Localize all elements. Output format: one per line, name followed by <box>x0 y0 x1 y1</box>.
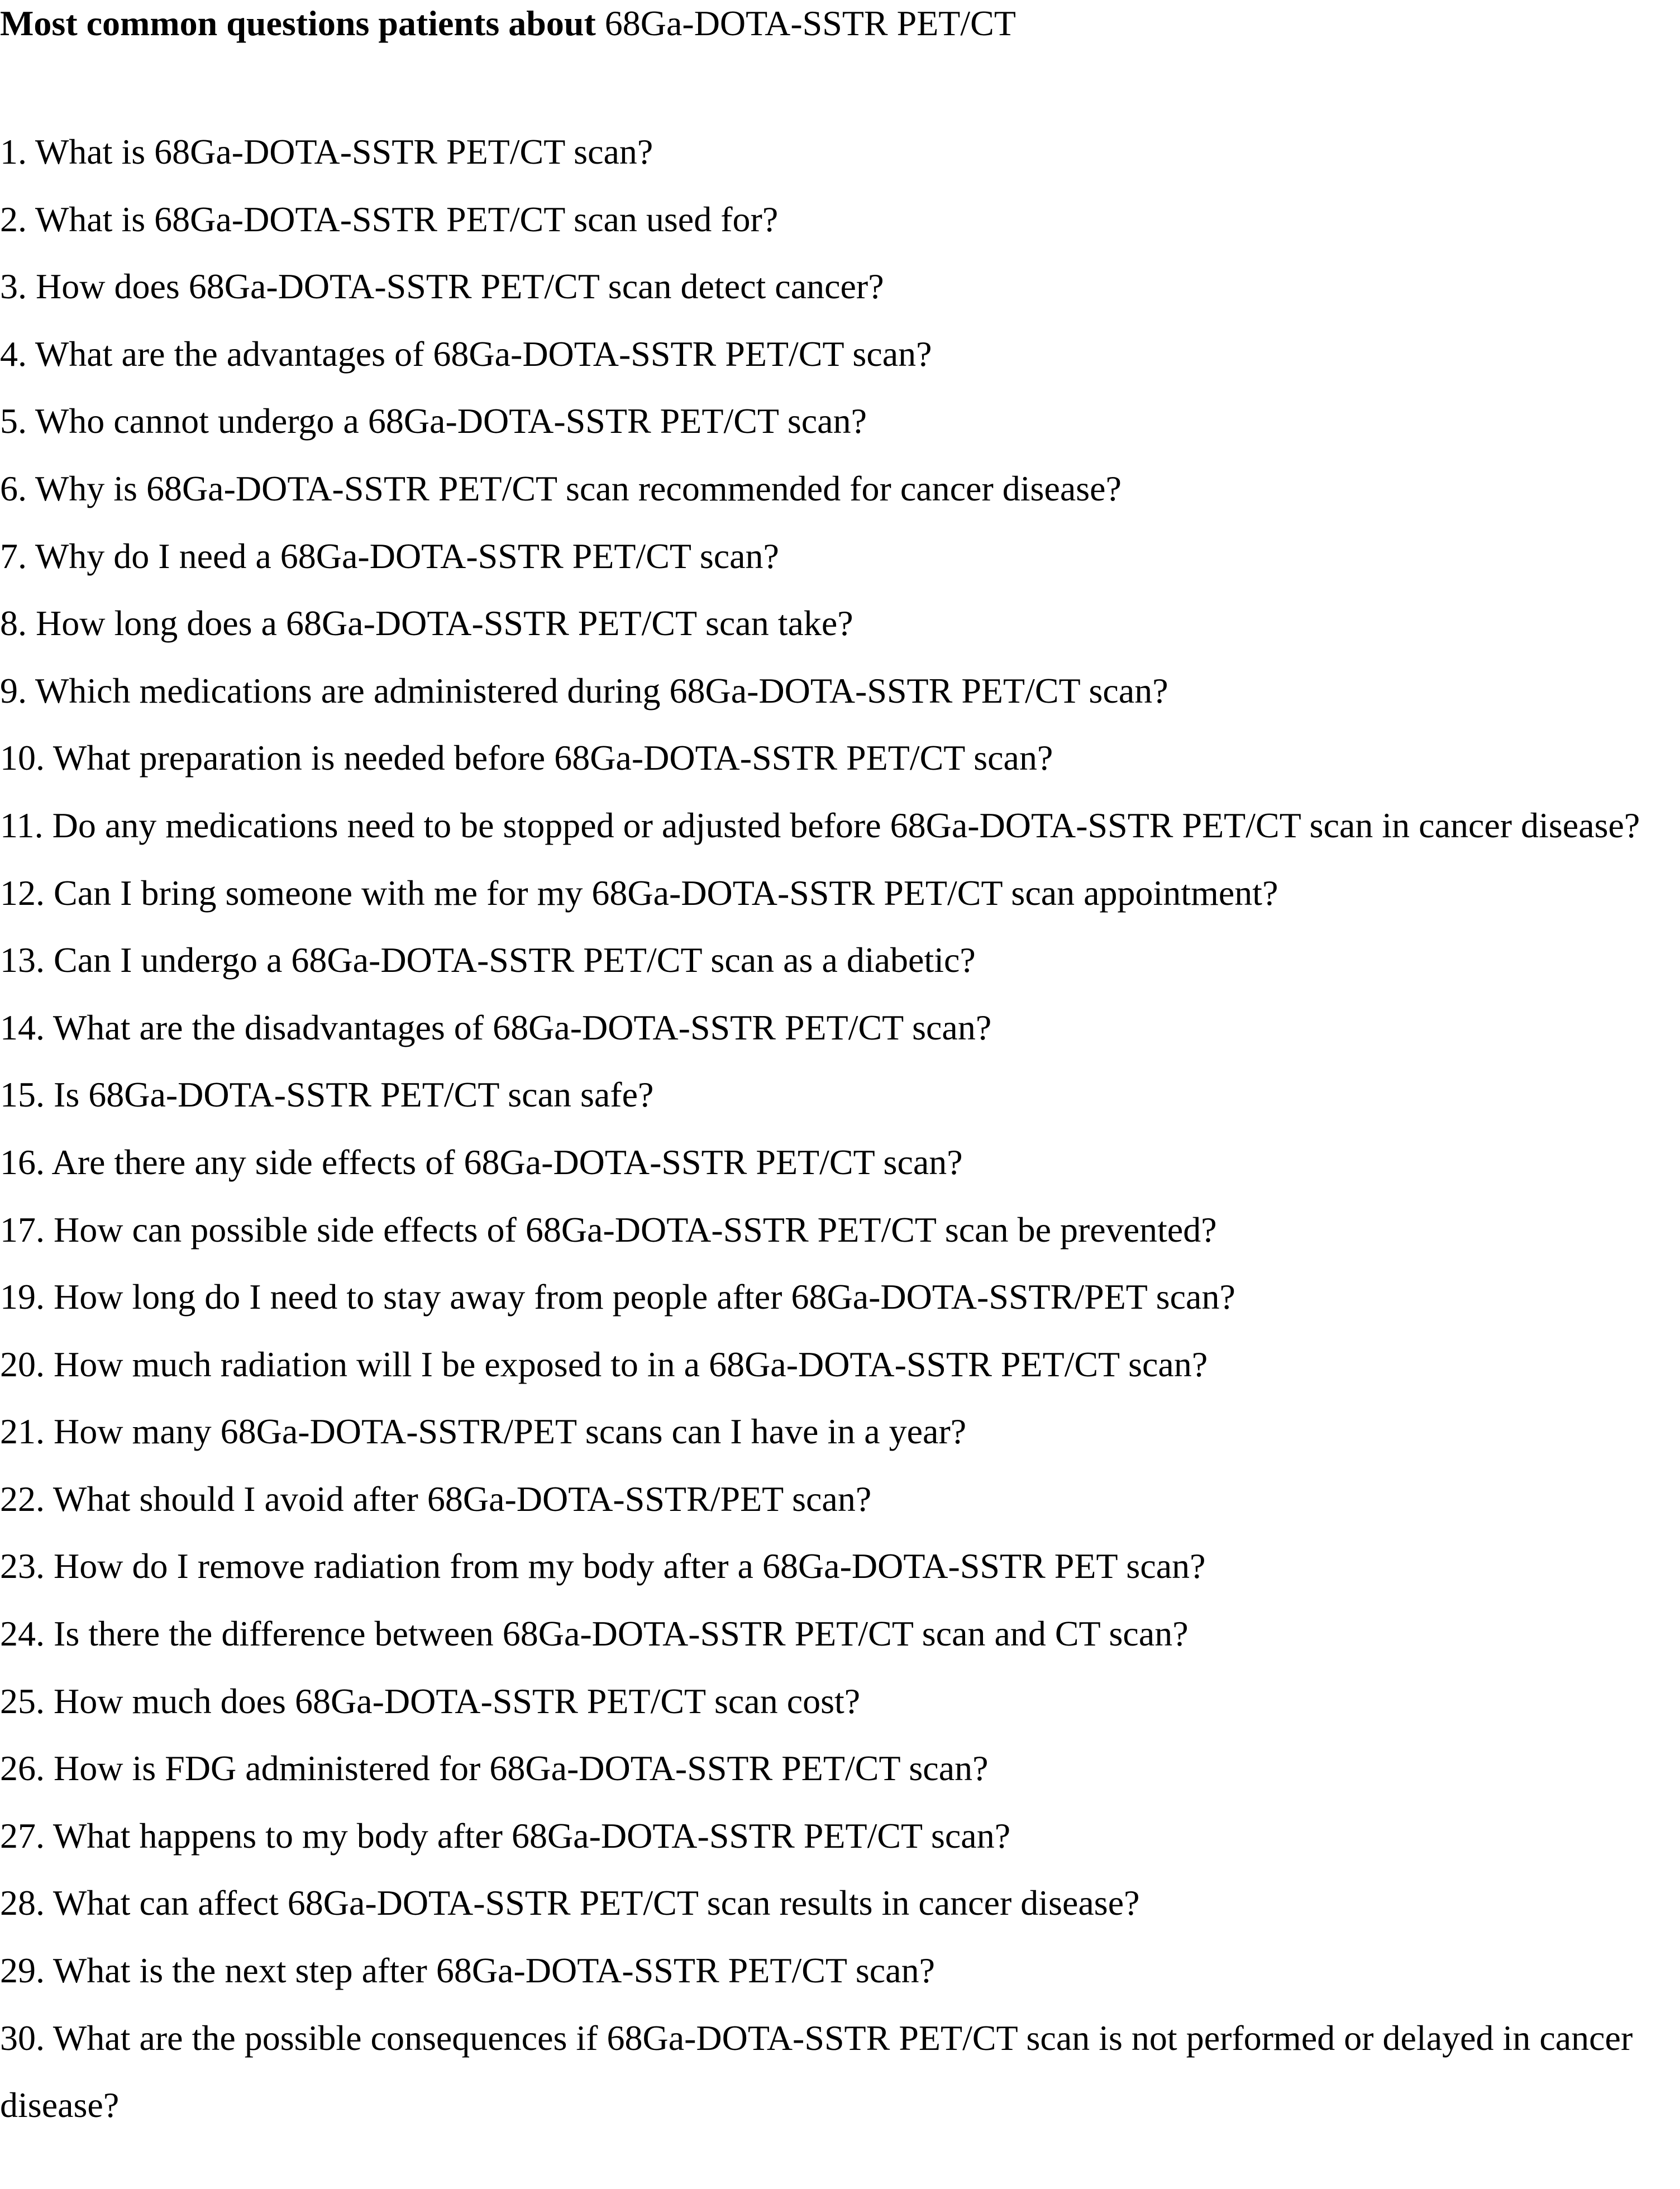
question-item: 13. Can I undergo a 68Ga-DOTA-SSTR PET/CT scan as a diabetic? <box>0 940 976 980</box>
question-item: 22. What should I avoid after 68Ga-DOTA-SSTR/PET scan? <box>0 1479 872 1519</box>
question-item: 19. How long do I need to stay away from people after 68Ga-DOTA-SSTR/PET scan? <box>0 1277 1235 1317</box>
question-item: 29. What is the next step after 68Ga-DOTA-SSTR PET/CT scan? <box>0 1950 935 1991</box>
question-item: 6. Why is 68Ga-DOTA-SSTR PET/CT scan recommended for cancer disease? <box>0 468 1121 508</box>
title-normal-part: 68Ga-DOTA-SSTR PET/CT <box>604 3 1016 43</box>
question-item: 3. How does 68Ga-DOTA-SSTR PET/CT scan detect cancer? <box>0 266 884 307</box>
question-item: 5. Who cannot undergo a 68Ga-DOTA-SSTR PET/CT scan? <box>0 401 867 441</box>
question-item: 2. What is 68Ga-DOTA-SSTR PET/CT scan used for? <box>0 199 779 239</box>
question-item: 25. How much does 68Ga-DOTA-SSTR PET/CT scan cost? <box>0 1681 861 1721</box>
question-item: 21. How many 68Ga-DOTA-SSTR/PET scans can I have in a year? <box>0 1411 967 1452</box>
question-item: 7. Why do I need a 68Ga-DOTA-SSTR PET/CT scan? <box>0 536 779 576</box>
question-item: 4. What are the advantages of 68Ga-DOTA-SSTR PET/CT scan? <box>0 333 932 374</box>
question-item: 14. What are the disadvantages of 68Ga-DOTA-SSTR PET/CT scan? <box>0 1007 992 1047</box>
question-item: 16. Are there any side effects of 68Ga-DOTA-SSTR PET/CT scan? <box>0 1142 963 1182</box>
question-item: 27. What happens to my body after 68Ga-DOTA-SSTR PET/CT scan? <box>0 1815 1011 1856</box>
question-item: 11. Do any medications need to be stopped or adjusted before 68Ga-DOTA-SSTR PET/CT scan in cancer disease? <box>0 805 1640 845</box>
document-title <box>0 0 1016 57</box>
question-item: 28. What can affect 68Ga-DOTA-SSTR PET/CT scan results in cancer disease? <box>0 1883 1140 1923</box>
question-item: 23. How do I remove radiation from my body after a 68Ga-DOTA-SSTR PET scan? <box>0 1546 1206 1586</box>
question-item: 24. Is there the difference between 68Ga-DOTA-SSTR PET/CT scan and CT scan? <box>0 1614 1189 1654</box>
question-item: 17. How can possible side effects of 68Ga-DOTA-SSTR PET/CT scan be prevented? <box>0 1209 1217 1250</box>
question-list <box>0 118 1680 2139</box>
title-bold-part: Most common questions patients about <box>0 3 596 43</box>
question-item: 8. How long does a 68Ga-DOTA-SSTR PET/CT scan take? <box>0 603 853 643</box>
question-item: 1. What is 68Ga-DOTA-SSTR PET/CT scan? <box>0 132 653 171</box>
question-item: 9. Which medications are administered during 68Ga-DOTA-SSTR PET/CT scan? <box>0 670 1168 710</box>
question-item: 15. Is 68Ga-DOTA-SSTR PET/CT scan safe? <box>0 1075 654 1115</box>
question-item: 26. How is FDG administered for 68Ga-DOTA-SSTR PET/CT scan? <box>0 1748 989 1789</box>
question-item: 12. Can I bring someone with me for my 68Ga-DOTA-SSTR PET/CT scan appointment? <box>0 872 1278 913</box>
question-item: 20. How much radiation will I be exposed to in a 68Ga-DOTA-SSTR PET/CT scan? <box>0 1344 1208 1384</box>
question-item: 30. What are the possible consequences if 68Ga-DOTA-SSTR PET/CT scan is not performed or delayed in cancer disease? <box>0 2018 1633 2125</box>
question-item: 10. What preparation is needed before 68Ga-DOTA-SSTR PET/CT scan? <box>0 738 1053 778</box>
